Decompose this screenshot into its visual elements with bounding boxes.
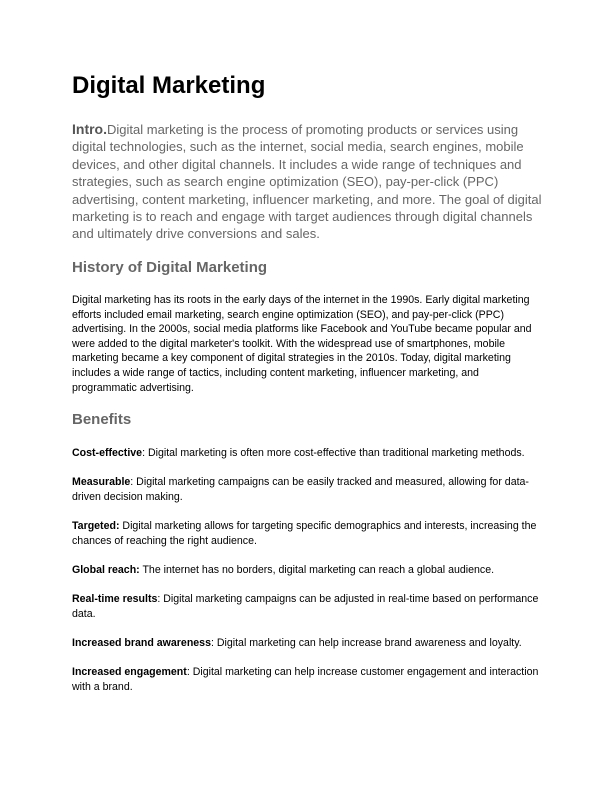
benefit-item (72, 563, 544, 578)
benefits-list (72, 446, 544, 709)
intro-text: Digital marketing is the process of promoting products or services using digital technologies, such as the internet, social media, search engines, mobile devices, and other digital channels. It includes a wide range of techniques and strategies, such as search engine optimization (SEO), pay-per-click (PPC) advertising, content marketing, influencer marketing, and more. The goal of digital marketing is to reach and engage with target audiences through digital channels and ultimately drive conversions and sales. (72, 122, 542, 242)
benefit-item (72, 475, 544, 505)
intro-paragraph (72, 121, 544, 243)
benefit-text: : Digital marketing campaigns can be easily tracked and measured, allowing for data-driven decision making. (72, 476, 529, 503)
benefit-label: Cost-effective (72, 447, 143, 459)
benefit-text: The internet has no borders, digital marketing can reach a global audience. (139, 564, 495, 576)
intro-label: Intro. (72, 121, 107, 137)
benefit-item (72, 446, 544, 461)
page-title: Digital Marketing (72, 72, 266, 99)
benefit-item (72, 592, 544, 622)
benefit-label: Increased brand awareness (72, 637, 211, 649)
benefit-label: Targeted: (72, 520, 120, 532)
benefit-text: Digital marketing allows for targeting specific demographics and interests, increasing the chances of reaching the right audience. (72, 520, 537, 547)
benefit-text: : Digital marketing campaigns can be adjusted in real-time based on performance data. (72, 593, 539, 620)
benefit-item (72, 636, 544, 651)
history-heading: History of Digital Marketing (72, 259, 268, 276)
benefit-text: : Digital marketing can help increase customer engagement and interaction with a brand. (72, 666, 539, 693)
benefit-item (72, 519, 544, 549)
benefit-text: : Digital marketing is often more cost-effective than traditional marketing methods. (142, 447, 525, 459)
benefit-item (72, 665, 544, 695)
benefit-text: : Digital marketing can help increase brand awareness and loyalty. (210, 637, 522, 649)
benefits-heading: Benefits (72, 411, 132, 428)
history-paragraph: Digital marketing has its roots in the early days of the internet in the 1990s. Early digital marketing efforts included email marketing, search engine optimization (SEO), and pay-per-click (PPC) advertising. In the 2000s, social media platforms like Facebook and YouTube became popular and were added to the digital marketer's toolkit. With the widespread use of smartphones, mobile marketing became a key component of digital strategies in the 2010s. Today, digital marketing includes a wide range of tactics, including content marketing, influencer marketing, and programmatic advertising. (72, 294, 532, 394)
benefit-label: Increased engagement (72, 666, 187, 678)
benefit-label: Measurable (72, 476, 131, 488)
benefit-label: Global reach: (72, 564, 140, 576)
benefit-label: Real-time results (72, 593, 158, 605)
